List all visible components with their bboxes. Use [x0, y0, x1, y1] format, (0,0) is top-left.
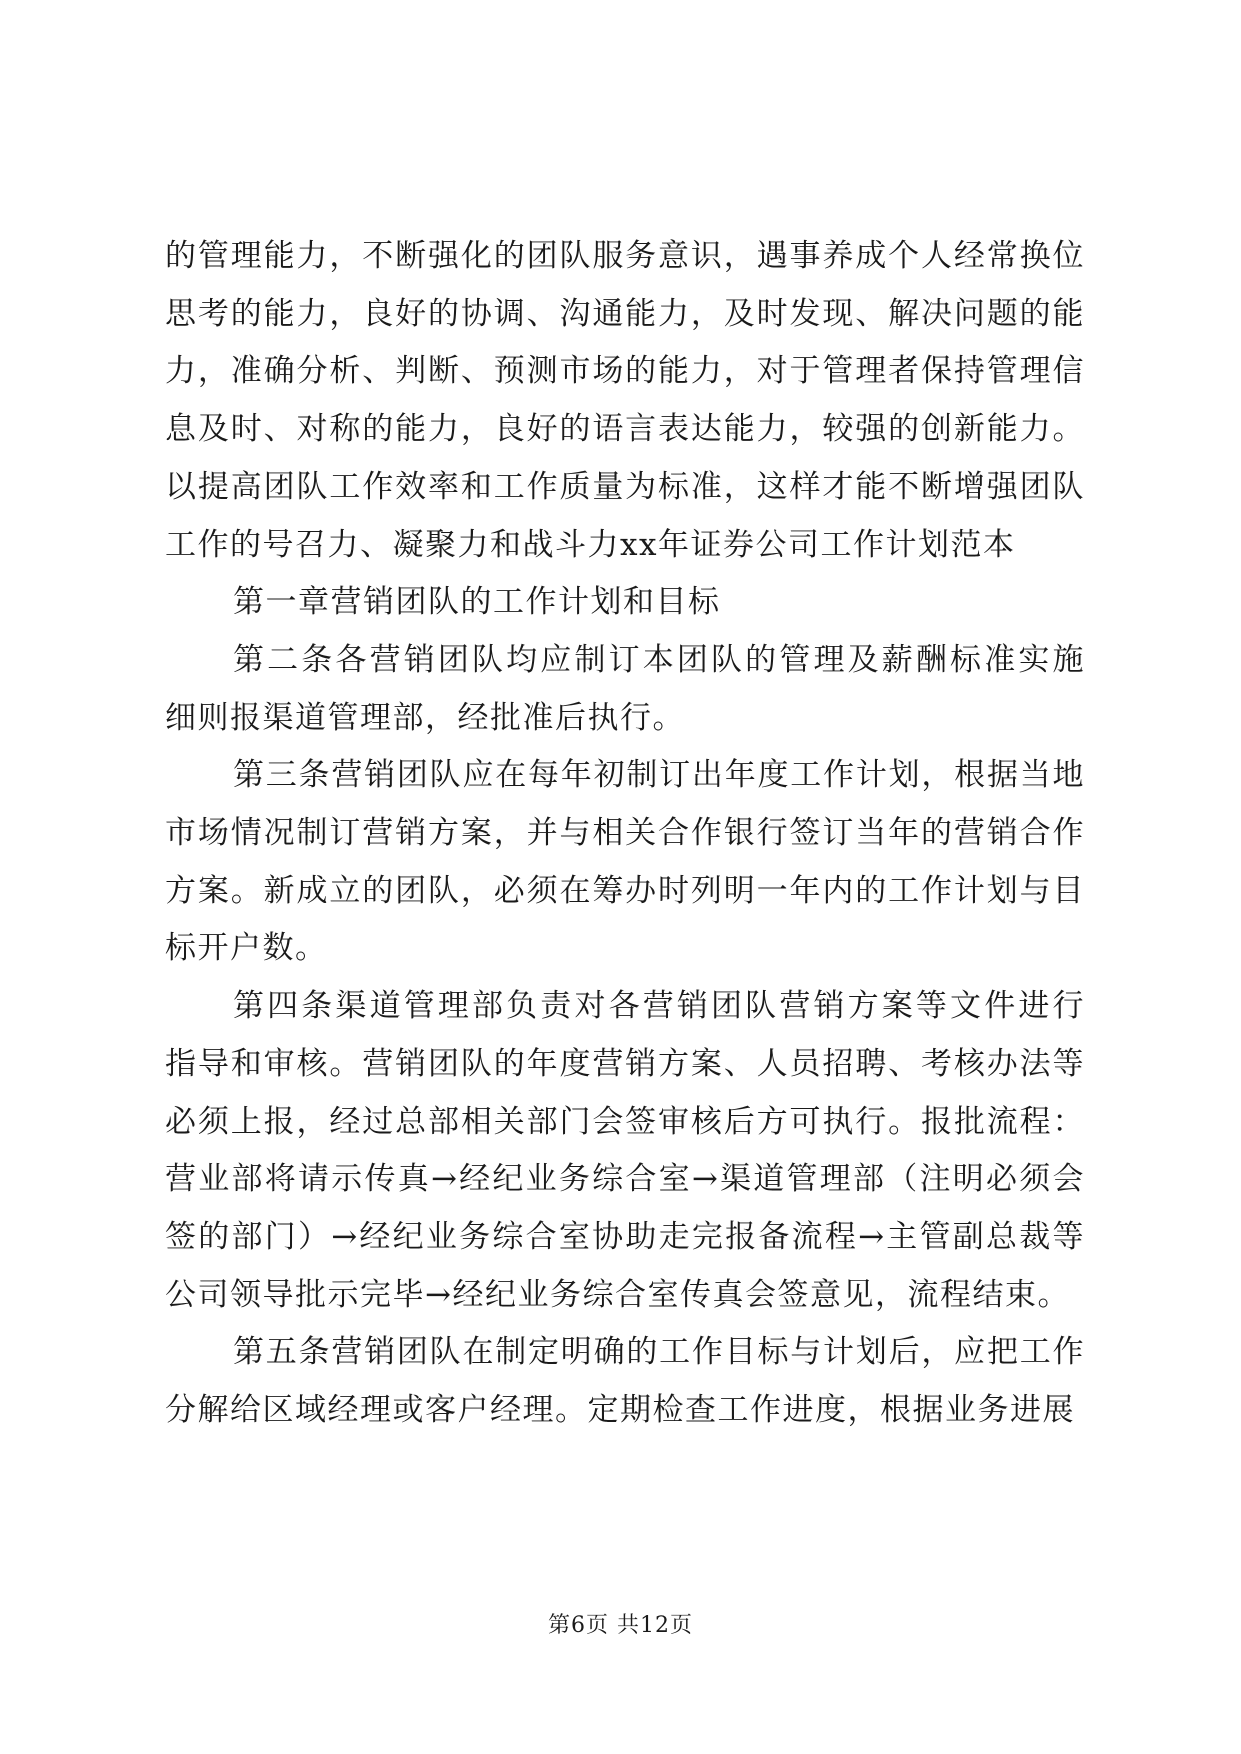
- text-line: 第二条各营销团队均应制订本团队的管理及薪酬标准实施: [233, 641, 1085, 678]
- text-line: 方案。新成立的团队，必须在筹办时列明一年内的工作计划与目: [165, 872, 1085, 909]
- text-line: 第一章营销团队的工作计划和目标: [233, 584, 721, 621]
- text-line: 第四条渠道管理部负责对各营销团队营销方案等文件进行: [233, 988, 1085, 1025]
- text-line: 息及时、对称的能力，良好的语言表达能力，较强的创新能力。: [165, 411, 1085, 448]
- text-line: 思考的能力，良好的协调、沟通能力，及时发现、解决问题的能: [165, 295, 1085, 332]
- text-line: 工作的号召力、凝聚力和战斗力xx年证券公司工作计划范本: [165, 526, 1016, 563]
- page-footer: 第6页 共12页: [548, 1613, 693, 1638]
- paragraph: [165, 228, 1085, 574]
- text-line: 的管理能力，不断强化的团队服务意识，遇事养成个人经常换位: [165, 238, 1085, 274]
- text-line: 公司领导批示完毕→经纪业务综合室传真会签意见，流程结束。: [165, 1276, 1070, 1313]
- text-line: 分解给区域经理或客户经理。定期检查工作进度，根据业务进展: [165, 1392, 1075, 1429]
- document-body: [165, 228, 1085, 1440]
- paragraph: [165, 978, 1085, 1324]
- text-line: 营业部将请示传真→经纪业务综合室→渠道管理部（注明必须会: [165, 1161, 1085, 1198]
- paragraph: [165, 574, 1085, 632]
- paragraph: [165, 747, 1085, 978]
- text-line: 细则报渠道管理部，经批准后执行。: [165, 699, 685, 736]
- text-line: 必须上报，经过总部相关部门会签审核后方可执行。报批流程：: [165, 1103, 1085, 1140]
- text-line: 力，准确分析、判断、预测市场的能力，对于管理者保持管理信: [165, 353, 1085, 390]
- text-line: 以提高团队工作效率和工作质量为标准，这样才能不断增强团队: [165, 468, 1085, 505]
- paragraph: [165, 1324, 1085, 1439]
- text-line: 标开户数。: [165, 930, 328, 967]
- paragraph: [165, 632, 1085, 747]
- text-line: 第五条营销团队在制定明确的工作目标与计划后，应把工作: [233, 1334, 1085, 1371]
- text-line: 第三条营销团队应在每年初制订出年度工作计划，根据当地: [233, 757, 1085, 794]
- text-line: 指导和审核。营销团队的年度营销方案、人员招聘、考核办法等: [165, 1045, 1085, 1082]
- text-line: 签的部门）→经纪业务综合室协助走完报备流程→主管副总裁等: [165, 1218, 1085, 1255]
- text-line: 市场情况制订营销方案，并与相关合作银行签订当年的营销合作: [165, 815, 1085, 852]
